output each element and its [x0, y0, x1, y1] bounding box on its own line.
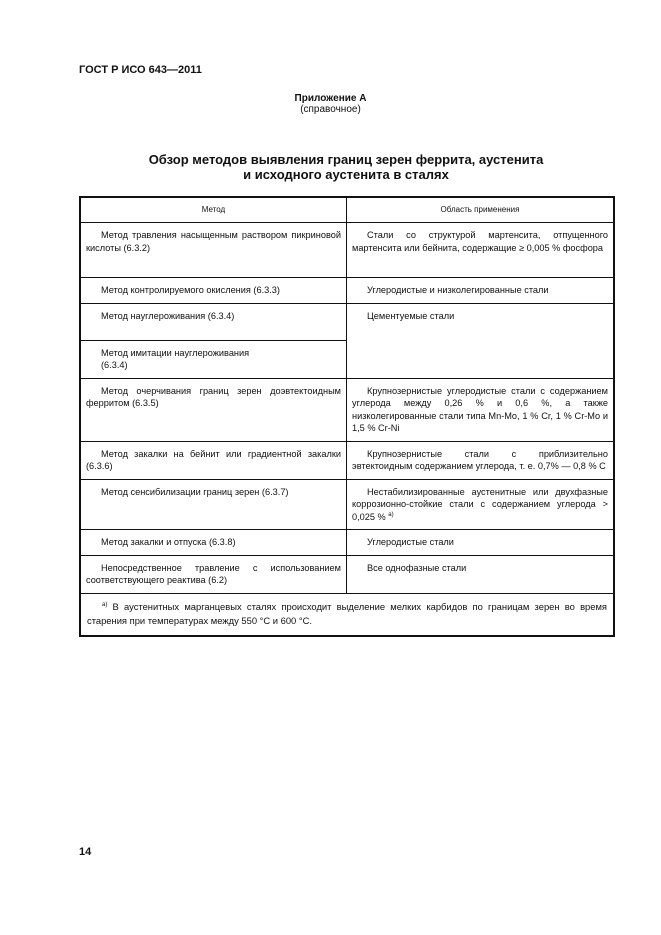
footnote-row	[80, 593, 614, 636]
annex-title: Приложение А	[294, 93, 367, 104]
area-cell: Углеродистые стали	[347, 530, 615, 556]
area-text: Нестабилизированные аустенитные или двухфазные коррозионно-стойкие стали с содержанием углерода > 0,025 %	[352, 486, 608, 522]
annex-heading	[0, 93, 661, 115]
footnote-marker: а)	[388, 511, 394, 518]
method-cell: Метод закалки на бейнит или градиентной закалки (6.3.6)	[80, 441, 347, 479]
table-footnote	[80, 593, 614, 636]
table-row	[80, 479, 614, 530]
method-cell: Метод науглероживания (6.3.4)	[80, 303, 347, 340]
page-number: 14	[79, 846, 92, 858]
footnote-mark: а)	[102, 601, 108, 608]
area-cell: Углеродистые и низколегированные стали	[347, 278, 615, 304]
column-header-area: Область применения	[347, 197, 615, 223]
method-cell: Непосредственное травление с использованием соответствующего реактива (6.2)	[80, 555, 347, 593]
method-cell: Метод закалки и отпуска (6.3.8)	[80, 530, 347, 556]
methods-table-container	[79, 196, 615, 637]
table-row	[80, 530, 614, 556]
annex-subtitle: (справочное)	[300, 104, 361, 115]
area-cell: Цементуемые стали	[347, 303, 615, 378]
method-cell	[80, 340, 347, 378]
table-row	[80, 441, 614, 479]
table-row	[80, 223, 614, 278]
table-title	[0, 152, 661, 182]
footnote-text: В аустенитных марганцевых сталях происходит выделение мелких карбидов по границам зерен во время старения при температурах между 550 °С и 600 °С.	[87, 600, 607, 626]
method-cell: Метод очерчивания границ зерен доэвтектоидным ферритом (6.3.5)	[80, 378, 347, 441]
area-cell: Крупнозернистые углеродистые стали с содержанием углерода между 0,26 % и 0,6 %, а также низколегированные стали типа Mn-Mo, 1 % Cr, 1 % Cr-Mo и 1,5 % Cr-Ni	[347, 378, 615, 441]
table-row	[80, 303, 614, 340]
area-cell: Все однофазные стали	[347, 555, 615, 593]
method-cell: Метод контролируемого окисления (6.3.3)	[80, 278, 347, 304]
method-cell: Метод сенсибилизации границ зерен (6.3.7)	[80, 479, 347, 530]
table-title-line1: Обзор методов выявления границ зерен феррита, аустенита	[148, 152, 544, 167]
table-row	[80, 378, 614, 441]
area-cell: Стали со структурой мартенсита, отпущенного мартенсита или бейнита, содержащие ≥ 0,005 % фосфора	[347, 223, 615, 278]
table-header-row	[80, 197, 614, 223]
area-cell	[347, 479, 615, 530]
table-row	[80, 278, 614, 304]
area-cell: Крупнозернистые стали с приблизительно эвтектоидным содержанием углерода, т. е. 0,7% — 0,8 % С	[347, 441, 615, 479]
column-header-method: Метод	[80, 197, 347, 223]
document-code: ГОСТ Р ИСО 643—2011	[79, 64, 202, 76]
table-row	[80, 555, 614, 593]
table-title-line2: и исходного аустенита в сталях	[243, 167, 449, 182]
method-text: Метод имитации науглероживания (6.3.4)	[101, 347, 250, 370]
methods-table	[79, 196, 615, 637]
method-cell: Метод травления насыщенным раствором пикриновой кислоты (6.3.2)	[80, 223, 347, 278]
